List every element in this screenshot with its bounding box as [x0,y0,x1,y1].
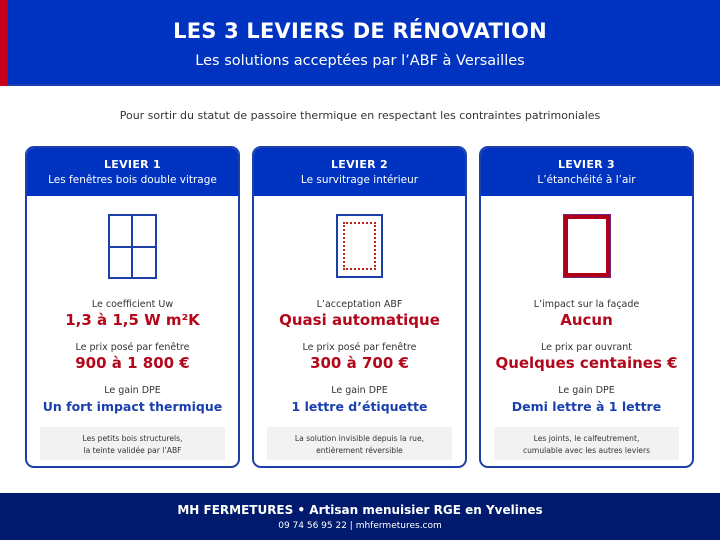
card-note [267,427,452,460]
metric-dpe [27,385,238,414]
page-title: LES 3 LEVIERS DE RÉNOVATION [173,19,547,43]
metric-facade [481,299,692,329]
footer-banner [0,493,720,540]
card-subtitle: L’étanchéité à l’air [537,174,636,186]
card-header [481,148,692,196]
metric-uw [27,299,238,329]
metric-abf [254,299,465,329]
metric-label: Le gain DPE [558,385,615,396]
footer-contact [0,521,720,531]
lever-card-3 [479,146,694,468]
window-four-panes-icon [108,214,157,279]
page-subtitle: Les solutions acceptées par l’ABF à Versailles [195,53,525,69]
metric-value: 900 à 1 800 € [75,354,190,372]
card-label: LEVIER 3 [558,158,615,171]
metric-value: 1,3 à 1,5 W m²K [65,311,200,329]
metric-value: Un fort impact thermique [42,399,223,414]
metric-price [254,342,465,372]
lever-card-2 [252,146,467,468]
metric-label: Le prix posé par fenêtre [302,342,417,353]
note-line-1: La solution invisible depuis la rue, [294,434,425,443]
footer-title: MH FERMETURES • Artisan menuisier RGE en Yvelines [177,503,543,517]
metric-label: Le gain DPE [331,385,388,396]
card-label: LEVIER 2 [331,158,388,171]
metric-label: Le gain DPE [104,385,161,396]
icon-container [254,212,465,280]
card-header [254,148,465,196]
metric-dpe [254,385,465,414]
header-banner [0,0,720,86]
card-subtitle: Le survitrage intérieur [300,174,419,186]
metric-label: L’impact sur la façade [533,299,640,310]
icon-container [481,212,692,280]
metric-value: Quelques centaines € [495,354,678,372]
card-header [27,148,238,196]
metric-label: Le prix posé par fenêtre [75,342,190,353]
metric-price [481,342,692,372]
metric-value: Aucun [560,311,613,329]
metric-value: 300 à 700 € [310,354,409,372]
note-line-2: entièrement réversible [316,446,403,455]
metric-label: Le prix par ouvrant [541,342,632,353]
note-line-1: Les joints, le calfeutrement, [533,434,640,443]
icon-container [27,212,238,280]
metric-value: 1 lettre d’étiquette [291,399,428,414]
metric-value: Demi lettre à 1 lettre [511,399,662,414]
secondary-glazing-icon [336,214,383,278]
sealed-frame-icon [563,214,611,278]
note-line-2: cumulable avec les autres leviers [522,446,651,455]
note-line-2: la teinte validée par l’ABF [83,446,182,455]
card-subtitle: Les fenêtres bois double vitrage [48,174,217,186]
card-note [40,427,225,460]
separator: | [346,521,356,531]
metric-label: Le coefficient Uw [91,299,174,310]
note-line-1: Les petits bois structurels, [82,434,183,443]
card-note [494,427,679,460]
intro-text: Pour sortir du statut de passoire thermique en respectant les contraintes patrimoniales [119,109,601,122]
metric-price [27,342,238,372]
phone-number[interactable]: 09 74 56 95 22 [278,521,347,531]
lever-card-1 [25,146,240,468]
metric-dpe [481,385,692,414]
website-link[interactable]: mhfermetures.com [355,521,442,531]
metric-label: L’acceptation ABF [316,299,403,310]
metric-value: Quasi automatique [279,311,440,329]
card-label: LEVIER 1 [104,158,161,171]
header-accent-stripe [0,0,8,86]
